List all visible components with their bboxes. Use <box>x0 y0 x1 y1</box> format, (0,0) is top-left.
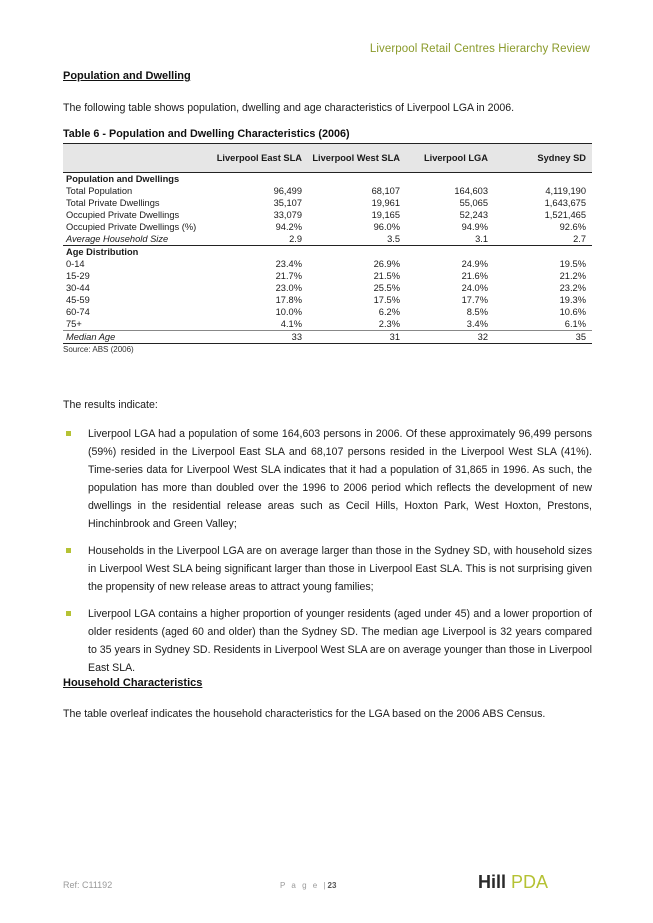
table-row <box>63 197 592 209</box>
table-cell: 92.6% <box>559 222 586 232</box>
square-bullet-icon <box>66 431 71 436</box>
table-cell: 23.4% <box>275 259 302 269</box>
table-caption: Table 6 - Population and Dwelling Characteristics (2006) <box>63 128 350 140</box>
table-cell: 19,165 <box>371 210 400 220</box>
row-label: Median Age <box>63 331 213 344</box>
column-header: Liverpool West SLA <box>308 144 406 173</box>
summary-row <box>63 233 592 246</box>
table-cell: 2.7 <box>573 234 586 244</box>
group-title: Age Distribution <box>63 246 592 259</box>
summary-row <box>63 331 592 344</box>
results-list <box>63 425 592 686</box>
list-item-text: Households in the Liverpool LGA are on average larger than those in the Sydney SD, with household sizes in Liverpool West SLA being significant larger than those in Liverpool East SLA. This is not surprising given the propensity of new release areas to attract young families; <box>88 545 592 593</box>
list-item-text: Liverpool LGA had a population of some 164,603 persons in 2006. Of these approximately 96,499 persons (59%) resided in the Liverpool East SLA and 68,107 persons resided in the Liverpool West SLA (41%). Time-series data for Liverpool West SLA indicates that it had a population of 31,865 in 1996. As such, the population has more than doubled over the 1996 to 2006 period which reflects the development of new dwellings in the residential release areas such as Cecil Hills, Hoxton Park, West Hoxton, Prestons, Hinchinbrook and Green Valley; <box>88 428 592 530</box>
page-number <box>280 881 336 890</box>
square-bullet-icon <box>66 611 71 616</box>
table-cell: 68,107 <box>371 186 400 196</box>
table-cell: 1,521,465 <box>544 210 586 220</box>
column-header: Liverpool East SLA <box>213 144 308 173</box>
table-cell: 4.1% <box>280 319 302 329</box>
row-label: 75+ <box>66 319 82 329</box>
table-cell: 6.2% <box>378 307 400 317</box>
table-cell: 35,107 <box>273 198 302 208</box>
table-cell: 96,499 <box>273 186 302 196</box>
table-cell: 19.5% <box>559 259 586 269</box>
table-cell: 25.5% <box>373 283 400 293</box>
table-cell: 24.9% <box>461 259 488 269</box>
table-cell: 55,065 <box>459 198 488 208</box>
list-item <box>63 425 592 533</box>
table-cell: 96.0% <box>373 222 400 232</box>
table-cell: 17.7% <box>461 295 488 305</box>
table-cell: 21.6% <box>461 271 488 281</box>
list-item <box>63 542 592 596</box>
page-label: P a g e | <box>280 881 328 890</box>
table-cell: 33 <box>213 331 308 344</box>
population-table <box>63 143 592 344</box>
table-cell: 21.7% <box>275 271 302 281</box>
table-row <box>63 294 592 306</box>
table-row <box>63 270 592 282</box>
table-cell: 19.3% <box>559 295 586 305</box>
column-header <box>63 144 213 173</box>
table-cell: 10.6% <box>559 307 586 317</box>
group-title: Population and Dwellings <box>63 173 592 186</box>
table-cell: 32 <box>406 331 494 344</box>
section-heading-population: Population and Dwelling <box>63 70 191 82</box>
table-cell: 31 <box>308 331 406 344</box>
row-label: Total Population <box>66 186 133 196</box>
table-row <box>63 306 592 318</box>
row-label: Occupied Private Dwellings <box>66 210 180 220</box>
table-cell: 33,079 <box>273 210 302 220</box>
square-bullet-icon <box>66 548 71 553</box>
table-cell: 8.5% <box>466 307 488 317</box>
table-cell: 17.5% <box>373 295 400 305</box>
row-label: 0-14 <box>66 259 85 269</box>
column-header: Liverpool LGA <box>406 144 494 173</box>
group-title-row <box>63 173 592 186</box>
logo-hill-text: Hill <box>478 872 507 892</box>
row-label: Average Household Size <box>66 234 169 244</box>
table-source: Source: ABS (2006) <box>63 345 134 354</box>
footer-reference: Ref: C11192 <box>63 880 113 890</box>
table-cell: 164,603 <box>454 186 488 196</box>
household-paragraph: The table overleaf indicates the household characteristics for the LGA based on the 2006 ABS Census. <box>63 708 546 720</box>
table-cell: 21.2% <box>559 271 586 281</box>
list-item <box>63 605 592 677</box>
row-label: 60-74 <box>66 307 90 317</box>
running-header: Liverpool Retail Centres Hierarchy Review <box>369 43 590 55</box>
company-logo <box>478 872 548 892</box>
list-item-text: Liverpool LGA contains a higher proportion of younger residents (aged under 45) and a lower proportion of older residents (aged 60 and older) than the Sydney SD. The median age Liverpool is 32 years compared to 35 years in Sydney SD. Residents in Liverpool West SLA are on average younger than those in Liverpool East SLA. <box>88 608 592 674</box>
table-cell: 94.2% <box>275 222 302 232</box>
table-cell: 24.0% <box>461 283 488 293</box>
table-row <box>63 209 592 221</box>
table-row <box>63 185 592 197</box>
table-header-row <box>63 144 592 173</box>
row-label: 15-29 <box>66 271 90 281</box>
table-cell: 3.1 <box>475 234 488 244</box>
table-row <box>63 258 592 270</box>
table-cell: 21.5% <box>373 271 400 281</box>
table-row <box>63 282 592 294</box>
table-cell: 4,119,190 <box>545 186 586 196</box>
logo-pda-text: PDA <box>511 872 549 892</box>
table-cell: 2.3% <box>378 319 400 329</box>
results-intro: The results indicate: <box>63 399 158 411</box>
table-cell: 6.1% <box>564 319 586 329</box>
table-row <box>63 221 592 233</box>
group-title-row <box>63 246 592 259</box>
table-cell: 2.9 <box>289 234 302 244</box>
table-cell: 52,243 <box>459 210 488 220</box>
table-cell: 23.0% <box>275 283 302 293</box>
table-row <box>63 318 592 331</box>
table-cell: 35 <box>494 331 592 344</box>
row-label: 30-44 <box>66 283 90 293</box>
page-number-value: 23 <box>327 881 337 890</box>
table-cell: 19,961 <box>371 198 400 208</box>
table-cell: 3.5 <box>387 234 400 244</box>
section-heading-household: Household Characteristics <box>63 677 203 689</box>
table-cell: 1,643,675 <box>544 198 586 208</box>
table-cell: 10.0% <box>275 307 302 317</box>
row-label: 45-59 <box>66 295 90 305</box>
row-label: Total Private Dwellings <box>66 198 160 208</box>
table-cell: 26.9% <box>373 259 400 269</box>
table-cell: 17.8% <box>275 295 302 305</box>
table-cell: 3.4% <box>466 319 488 329</box>
row-label: Occupied Private Dwellings (%) <box>66 222 197 232</box>
intro-paragraph: The following table shows population, dwelling and age characteristics of Liverpool LGA in 2006. <box>63 102 515 114</box>
table-cell: 23.2% <box>559 283 586 293</box>
table-cell: 94.9% <box>461 222 488 232</box>
column-header: Sydney SD <box>494 144 592 173</box>
